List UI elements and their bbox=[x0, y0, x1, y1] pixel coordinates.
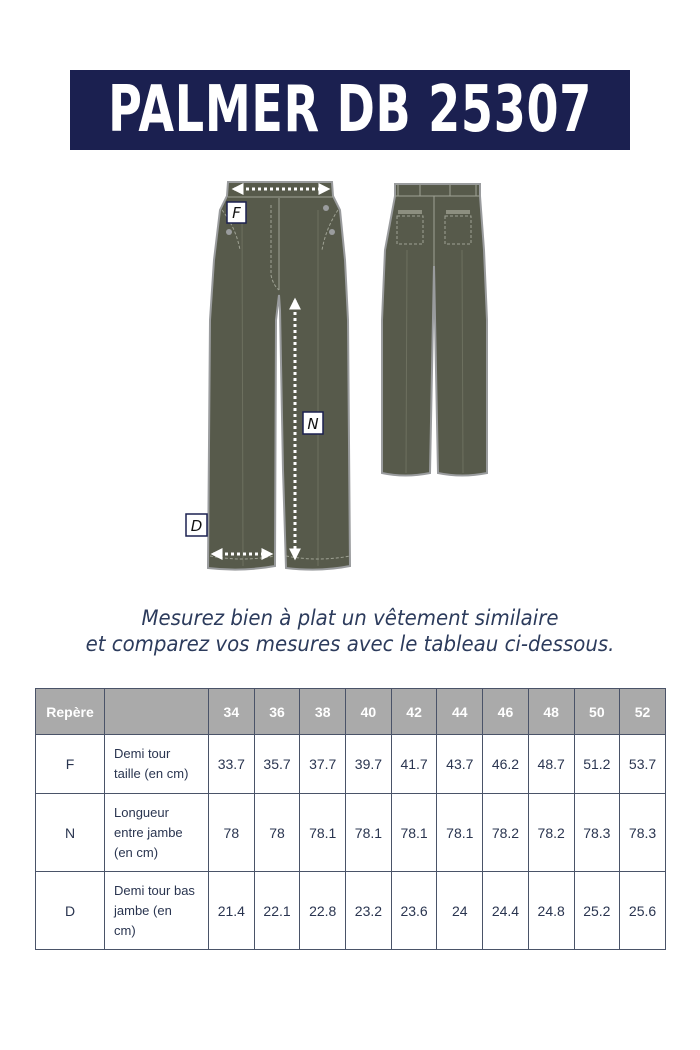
header-size: 52 bbox=[620, 689, 666, 735]
trousers-illustration bbox=[0, 170, 700, 590]
header-size: 42 bbox=[391, 689, 437, 735]
header-size: 36 bbox=[254, 689, 300, 735]
front-button-left bbox=[226, 229, 232, 235]
title-banner bbox=[70, 70, 630, 150]
row-mark: D bbox=[36, 872, 105, 950]
header-size: 40 bbox=[346, 689, 392, 735]
table-cell: 24 bbox=[437, 872, 483, 950]
table-cell: 24.8 bbox=[528, 872, 574, 950]
table-cell: 53.7 bbox=[620, 735, 666, 794]
table-cell: 24.4 bbox=[483, 872, 529, 950]
table-cell: 23.2 bbox=[346, 872, 392, 950]
size-chart-table bbox=[35, 688, 666, 950]
table-row bbox=[36, 735, 666, 794]
table-cell: 46.2 bbox=[483, 735, 529, 794]
instructions-line-2: et comparez vos mesures avec le tableau ci-dessous. bbox=[85, 632, 615, 656]
table-cell: 33.7 bbox=[209, 735, 255, 794]
table-row bbox=[36, 794, 666, 872]
table-header-row bbox=[36, 689, 666, 735]
table-cell: 25.6 bbox=[620, 872, 666, 950]
row-description: Longueur entre jambe (en cm) bbox=[105, 794, 209, 872]
table-cell: 48.7 bbox=[528, 735, 574, 794]
marker-f-label: F bbox=[232, 204, 241, 222]
table-cell: 78.3 bbox=[574, 794, 620, 872]
table-cell: 25.2 bbox=[574, 872, 620, 950]
table-row bbox=[36, 872, 666, 950]
back-pocket-left bbox=[398, 210, 422, 214]
table-cell: 35.7 bbox=[254, 735, 300, 794]
table-cell: 37.7 bbox=[300, 735, 346, 794]
table-cell: 51.2 bbox=[574, 735, 620, 794]
header-size: 50 bbox=[574, 689, 620, 735]
table-cell: 78.1 bbox=[300, 794, 346, 872]
front-button-top-right bbox=[323, 205, 329, 211]
header-repere: Repère bbox=[36, 689, 105, 735]
front-button-right bbox=[329, 229, 335, 235]
row-description: Demi tour taille (en cm) bbox=[105, 735, 209, 794]
row-mark: F bbox=[36, 735, 105, 794]
table-cell: 41.7 bbox=[391, 735, 437, 794]
back-trousers bbox=[382, 184, 487, 476]
table-cell: 23.6 bbox=[391, 872, 437, 950]
back-pocket-right bbox=[446, 210, 470, 214]
front-trousers bbox=[186, 182, 350, 570]
table-cell: 22.1 bbox=[254, 872, 300, 950]
marker-d-label: D bbox=[190, 517, 203, 535]
measurement-instructions bbox=[0, 605, 700, 657]
table-cell: 78.1 bbox=[391, 794, 437, 872]
table-cell: 22.8 bbox=[300, 872, 346, 950]
marker-n-label: N bbox=[307, 415, 319, 433]
row-description: Demi tour bas jambe (en cm) bbox=[105, 872, 209, 950]
table-cell: 78.2 bbox=[483, 794, 529, 872]
table-cell: 78.1 bbox=[346, 794, 392, 872]
table-cell: 78.3 bbox=[620, 794, 666, 872]
table-cell: 39.7 bbox=[346, 735, 392, 794]
row-mark: N bbox=[36, 794, 105, 872]
instructions-line-1: Mesurez bien à plat un vêtement similaire bbox=[141, 606, 559, 630]
header-description bbox=[105, 689, 209, 735]
header-size: 34 bbox=[209, 689, 255, 735]
product-title: PALMER DB 25307 bbox=[108, 73, 592, 147]
header-size: 46 bbox=[483, 689, 529, 735]
header-size: 38 bbox=[300, 689, 346, 735]
table-cell: 78 bbox=[254, 794, 300, 872]
table-cell: 78 bbox=[209, 794, 255, 872]
table-cell: 43.7 bbox=[437, 735, 483, 794]
header-size: 44 bbox=[437, 689, 483, 735]
table-cell: 78.1 bbox=[437, 794, 483, 872]
header-size: 48 bbox=[528, 689, 574, 735]
table-cell: 21.4 bbox=[209, 872, 255, 950]
table-cell: 78.2 bbox=[528, 794, 574, 872]
